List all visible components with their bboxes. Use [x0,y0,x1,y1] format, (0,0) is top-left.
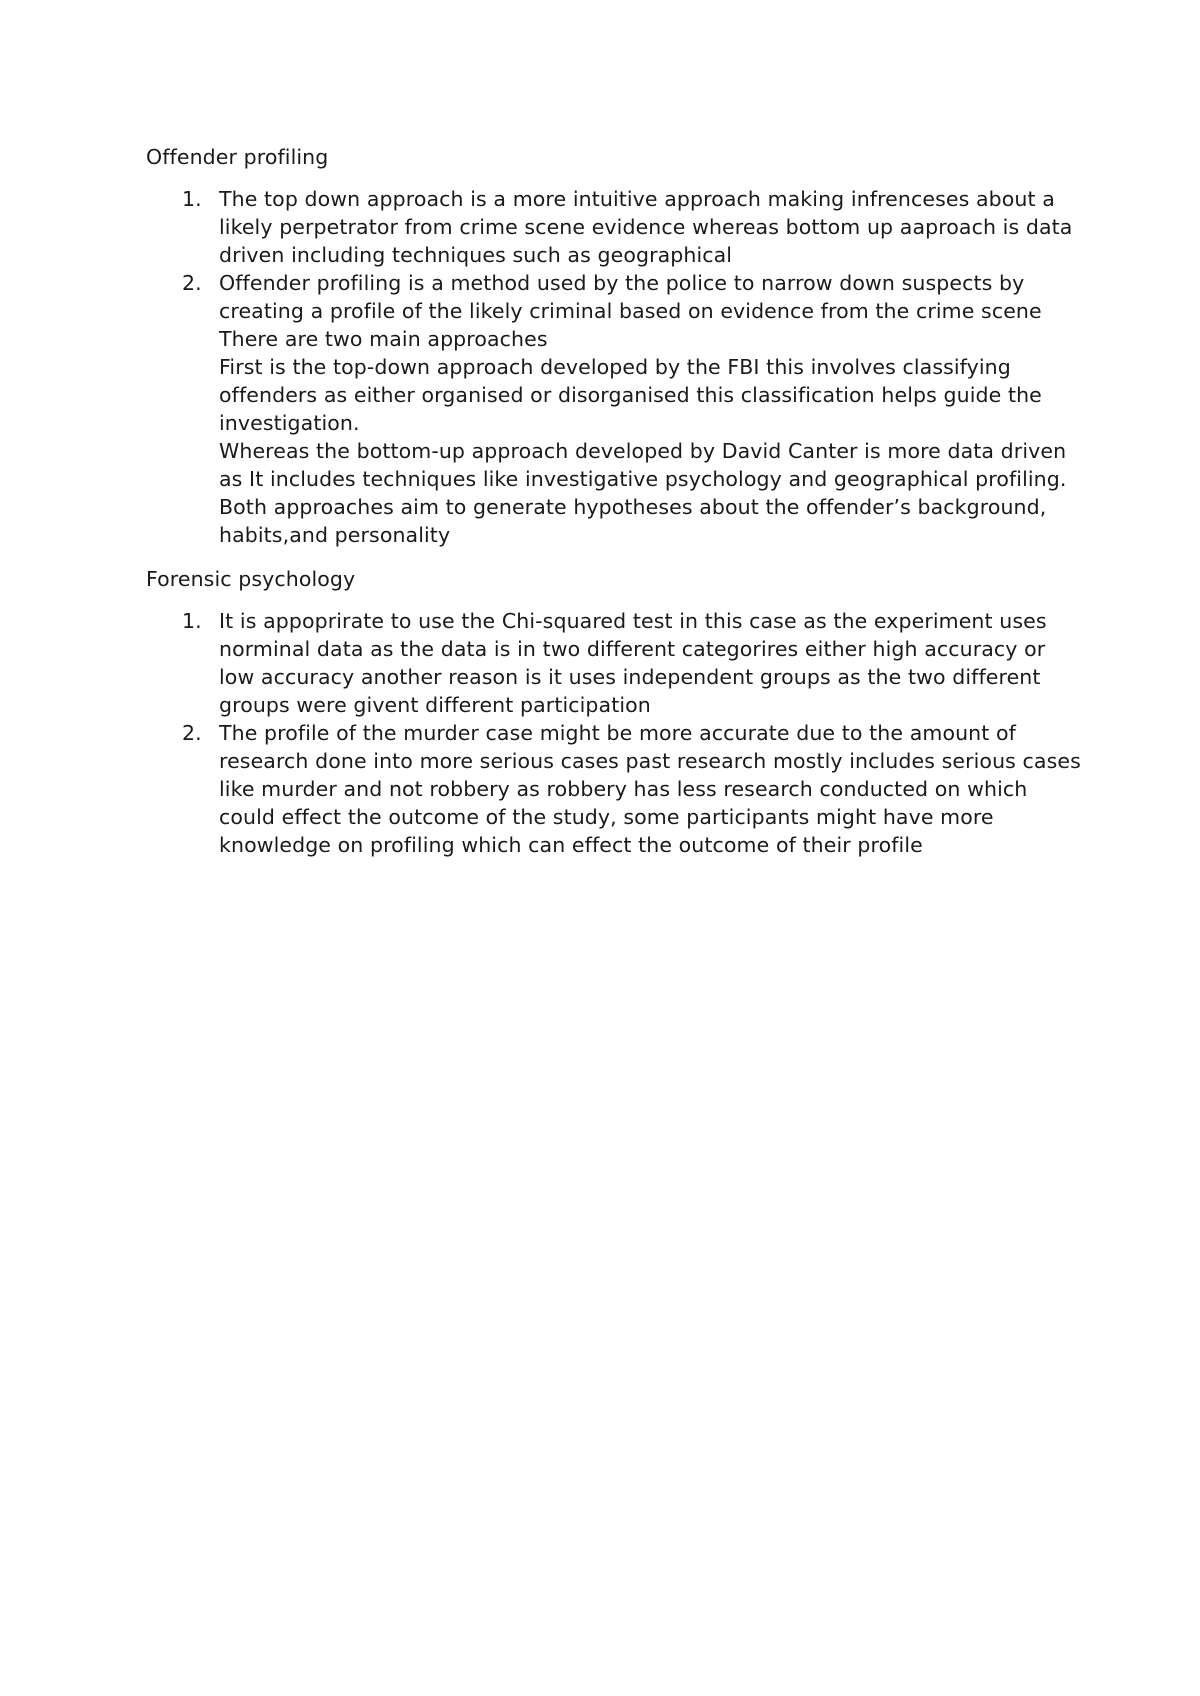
paragraph: Offender profiling is a method used by the police to narrow down suspects by creating a profile of the likely criminal based on evidence from the crime scene There are two main approaches [219,271,1042,351]
list-item-number: 2. [182,721,202,745]
list-item [146,607,1086,719]
paragraph: The profile of the murder case might be more accurate due to the amount of research done into more serious cases past research mostly includes serious cases like murder and not robbery as robbery has less research conducted on which could effect the outcome of the study, some participants might have more knowledge on profiling which can effect the outcome of their profile [219,721,1081,857]
section-heading: Offender profiling [146,145,329,169]
list-item-number: 2. [182,271,202,295]
numbered-list [146,607,1086,859]
list-item-number: 1. [182,609,202,633]
list-item [146,269,1086,549]
numbered-list [146,185,1086,549]
document-body [146,143,1086,875]
section-heading: Forensic psychology [146,567,356,591]
paragraph: First is the top-down approach developed by the FBI this involves classifying offenders as either organised or disorganised this classification helps guide the investigation. [219,355,1042,435]
paragraph: The top down approach is a more intuitive approach making infrenceses about a likely perpetrator from crime scene evidence whereas bottom up aaproach is data driven including techniques such as geographical [219,187,1073,267]
list-item [146,719,1086,859]
paragraph: It is appoprirate to use the Chi-squared test in this case as the experiment uses norminal data as the data is in two different categorires either high accuracy or low accuracy another reason is it uses independent groups as the two different groups were givent different participation [219,609,1047,717]
section-offender-profiling [146,143,1086,549]
section-forensic-psychology [146,565,1086,859]
paragraph: Whereas the bottom-up approach developed by David Canter is more data driven as It includes techniques like investigative psychology and geographical profiling. Both approaches aim to generate hypotheses about the offender’s background, habits,and personality [219,439,1067,547]
list-item-number: 1. [182,187,202,211]
list-item [146,185,1086,269]
